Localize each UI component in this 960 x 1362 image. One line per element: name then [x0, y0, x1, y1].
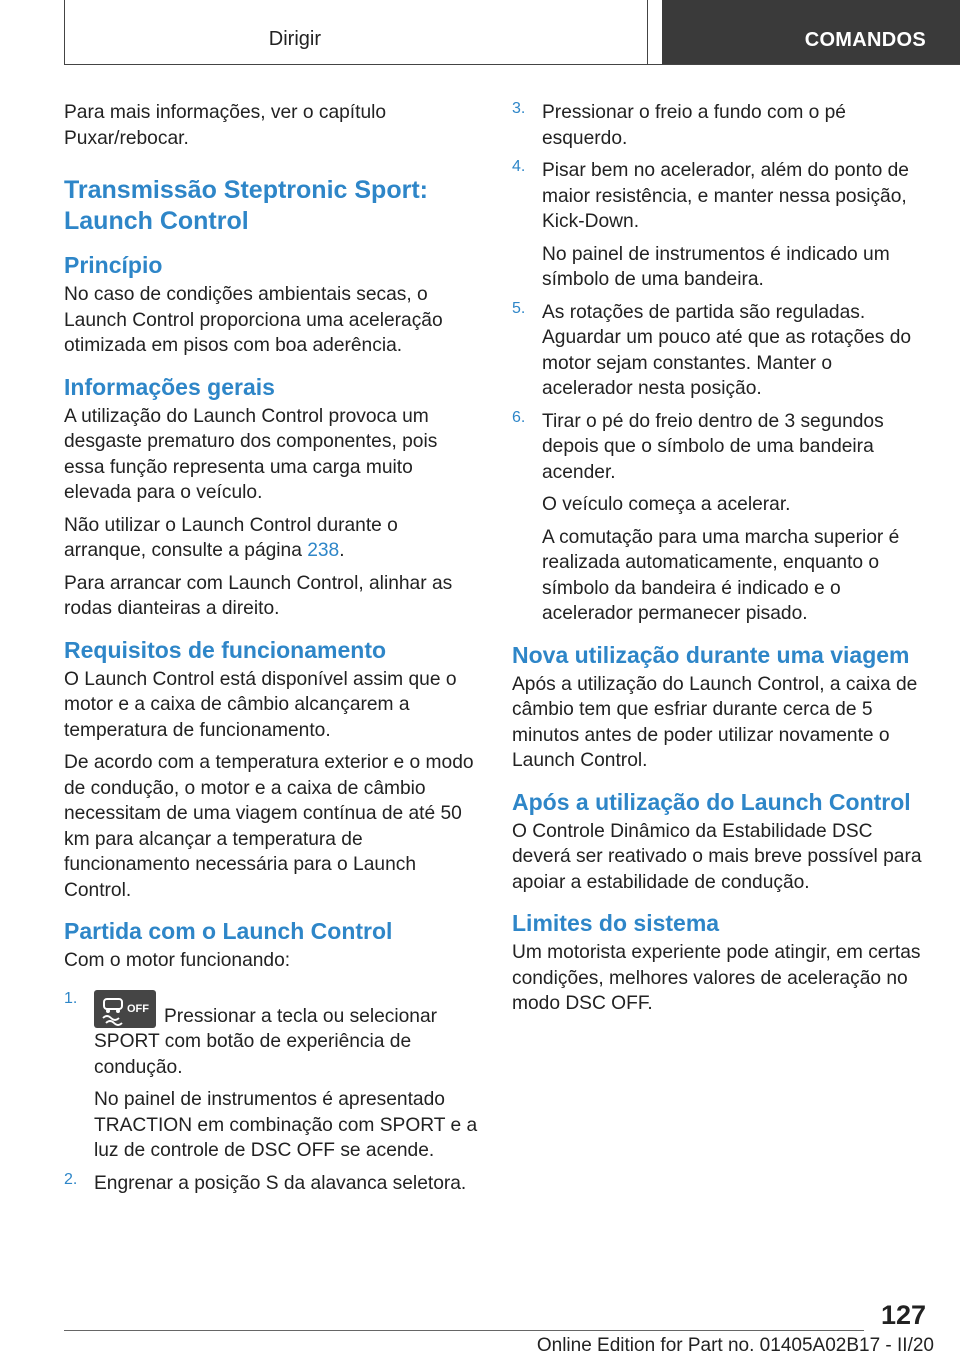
footer-edition: Online Edition for Part no. 01405A02B17 - II/20: [536, 1335, 934, 1356]
header-section-tab: [64, 0, 648, 64]
footer-divider: [64, 1330, 864, 1331]
requirements-text-2: De acordo com a temperatura exterior e o modo de condução, o motor e a caixa de câmbio necessitam de uma viagem contínua de até 50 km para alcançar a temperatura de funcionamento necessária para o Launch Control.: [64, 752, 474, 901]
step-6-subtext-2: A comutação para uma marcha superior é realizada automaticamente, enquanto o símbolo da bandeira é indicado e o acelerador permanecer pisado.: [542, 526, 900, 624]
general-text-2: Não utilizar o Launch Control durante o arranque, consulte a página 238.: [64, 514, 398, 561]
header-chapter: COMANDOS: [804, 29, 926, 51]
left-column: [64, 100, 480, 1203]
heading-general-info: Informações gerais: [64, 373, 275, 400]
step-4-subtext: No painel de instrumentos é indicado um símbolo de uma bandeira.: [542, 243, 890, 290]
header-section: Dirigir: [268, 28, 321, 50]
start-text: Com o motor funcionando:: [64, 950, 291, 971]
heading-system-limits: Limites do sistema: [512, 910, 720, 936]
intro-text: Para mais informações, ver o capítulo Puxar/rebocar.: [64, 102, 387, 149]
step-4: [512, 158, 928, 293]
general-text-1: A utilização do Launch Control provoca um desgaste prematuro dos componentes, pois essa função representa uma carga muito elevada para o veículo.: [64, 405, 438, 503]
step-5: [512, 300, 928, 402]
svg-text:OFF: OFF: [127, 1002, 149, 1015]
heading-after-use: Após a utilização do Launch Control: [512, 788, 911, 815]
right-column: [512, 100, 928, 1024]
step-3-text: Pressionar o freio a fundo com o pé esquerdo.: [542, 102, 846, 149]
heading-principle: Princípio: [64, 252, 163, 278]
page-link-238[interactable]: 238: [307, 540, 340, 561]
requirements-text-1: O Launch Control está disponível assim que o motor e a caixa de câmbio alcançarem a temperatura de funcionamento.: [64, 668, 457, 741]
step-3: [512, 100, 928, 151]
page-title: Transmissão Steptronic Sport: Launch Control: [64, 176, 428, 235]
principle-text: No caso de condições ambientais secas, o Launch Control proporciona uma aceleração otimizada em pisos com boa aderência.: [64, 284, 443, 356]
step-1-subtext: No painel de instrumentos é apresentado TRACTION em combinação com SPORT e a luz de controle de DSC OFF se acende.: [94, 1089, 478, 1161]
heading-start: Partida com o Launch Control: [64, 918, 393, 944]
after-use-text: O Controle Dinâmico da Estabilidade DSC deverá ser reativado o mais breve possível para apoiar a estabilidade de condução.: [512, 820, 922, 893]
step-1-text: Pressionar a tecla ou selecionar SPORT com botão de experiência de condução.: [94, 1005, 438, 1078]
step-6-text: Tirar o pé do freio dentro de 3 segundos depois que o símbolo de uma bandeira acender.: [542, 410, 884, 483]
header-chapter-tab: [662, 0, 960, 64]
heading-requirements: Requisitos de funcionamento: [64, 636, 387, 663]
step-2-text: Engrenar a posição S da alavanca seletora.: [94, 1172, 467, 1194]
step-number: 6.: [512, 408, 526, 426]
heading-reuse: Nova utilização durante uma viagem: [512, 641, 910, 668]
step-6: [512, 409, 928, 627]
step-number: 5.: [512, 299, 526, 317]
system-limits-text: Um motorista experiente pode atingir, em certas condições, melhores valores de aceleração no modo DSC OFF.: [512, 942, 921, 1014]
step-1: [64, 990, 480, 1164]
page-number: 127: [880, 1300, 926, 1330]
step-2: [64, 1171, 480, 1197]
step-number: 1.: [64, 989, 78, 1007]
step-number: 3.: [512, 100, 526, 117]
step-number: 4.: [512, 158, 526, 175]
step-5-text: As rotações de partida são reguladas. Aguardar um pouco até que as rotações do motor sejam constantes. Manter o acelerador nesta posição.: [542, 301, 912, 399]
step-6-subtext-1: O veículo começa a acelerar.: [542, 494, 791, 515]
header-divider: [64, 64, 960, 65]
dsc-off-button-icon: [94, 990, 156, 1028]
reuse-text: Após a utilização do Launch Control, a caixa de câmbio tem que esfriar durante cerca de 5 minutos antes de poder utilizar novamente o Launch Control.: [512, 673, 918, 771]
general-text-3: Para arrancar com Launch Control, alinhar as rodas dianteiras a direito.: [64, 572, 453, 619]
step-4-text: Pisar bem no acelerador, além do ponto de maior resistência, e manter nessa posição, Kick-Down.: [542, 160, 909, 232]
step-number: 2.: [64, 1170, 78, 1188]
